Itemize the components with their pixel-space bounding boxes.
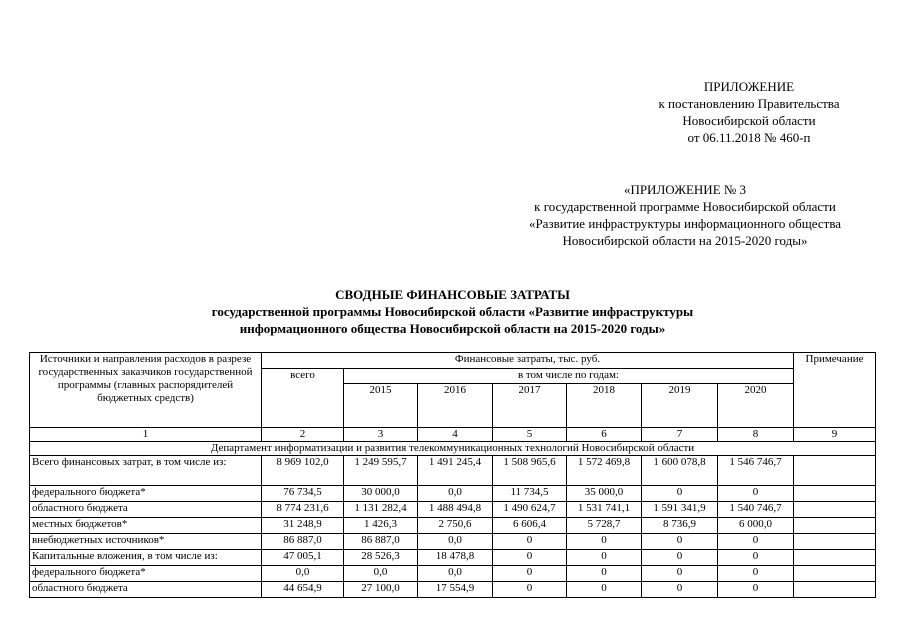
row-value: 1 591 341,9 <box>642 502 718 518</box>
row-value: 11 734,5 <box>493 486 567 502</box>
row-note <box>794 486 876 502</box>
row-value: 0 <box>567 566 642 582</box>
column-number: 7 <box>642 428 718 442</box>
row-value: 8 969 102,0 <box>262 456 344 486</box>
row-value: 6 606,4 <box>493 518 567 534</box>
row-value: 0 <box>718 486 794 502</box>
row-value: 0,0 <box>418 534 493 550</box>
row-label: Всего финансовых затрат, в том числе из: <box>30 456 262 486</box>
title-line: СВОДНЫЕ ФИНАНСОВЫЕ ЗАТРАТЫ <box>335 287 570 302</box>
table-row <box>30 582 876 598</box>
row-value: 1 531 741,1 <box>567 502 642 518</box>
row-label: внебюджетных источников* <box>30 534 262 550</box>
appendix-line: к постановлению Правительства <box>658 96 840 111</box>
appendix3-block <box>490 181 880 249</box>
table-row <box>30 518 876 534</box>
table-row <box>30 502 876 518</box>
row-value: 8 774 231,6 <box>262 502 344 518</box>
row-value: 0,0 <box>344 566 418 582</box>
row-value: 86 887,0 <box>344 534 418 550</box>
row-value: 0 <box>493 582 567 598</box>
appendix-line: Новосибирской области <box>682 113 816 128</box>
costs-header: Финансовые затраты, тыс. руб. <box>262 353 794 369</box>
financial-costs-table <box>29 352 876 598</box>
total-header: всего <box>262 369 344 428</box>
row-value: 0 <box>642 582 718 598</box>
row-value: 18 478,8 <box>418 550 493 566</box>
row-value: 1 572 469,8 <box>567 456 642 486</box>
appendix3-line: Новосибирской области на 2015-2020 годы» <box>562 233 808 248</box>
year-header: 2019 <box>642 384 718 428</box>
year-header: 2016 <box>418 384 493 428</box>
row-value: 0 <box>567 582 642 598</box>
row-value: 47 005,1 <box>262 550 344 566</box>
appendix3-line: «Развитие инфраструктуры информационного общества <box>528 216 842 231</box>
row-note <box>794 456 876 486</box>
row-value: 76 734,5 <box>262 486 344 502</box>
row-value: 1 491 245,4 <box>418 456 493 486</box>
department-row: Департамент информатизации и развития телекоммуникационных технологий Новосибирской области <box>30 442 876 456</box>
appendix3-line: к государственной программе Новосибирской области <box>534 199 836 214</box>
row-note <box>794 534 876 550</box>
row-value: 31 248,9 <box>262 518 344 534</box>
row-value: 28 526,3 <box>344 550 418 566</box>
row-value: 1 600 078,8 <box>642 456 718 486</box>
column-number: 2 <box>262 428 344 442</box>
row-value: 0 <box>718 566 794 582</box>
row-value: 17 554,9 <box>418 582 493 598</box>
table-row <box>30 456 876 486</box>
row-value: 27 100,0 <box>344 582 418 598</box>
column-number: 4 <box>418 428 493 442</box>
appendix-line: от 06.11.2018 № 460-п <box>687 130 811 145</box>
column-number: 1 <box>30 428 262 442</box>
row-value: 0,0 <box>262 566 344 582</box>
appendix-block <box>618 78 880 146</box>
row-value: 1 488 494,8 <box>418 502 493 518</box>
row-value: 2 750,6 <box>418 518 493 534</box>
row-value: 1 426,3 <box>344 518 418 534</box>
row-value: 5 728,7 <box>567 518 642 534</box>
row-value: 6 000,0 <box>718 518 794 534</box>
row-value: 0 <box>493 550 567 566</box>
row-note <box>794 518 876 534</box>
table-row <box>30 566 876 582</box>
row-value: 0 <box>642 486 718 502</box>
year-header: 2017 <box>493 384 567 428</box>
row-value: 1 540 746,7 <box>718 502 794 518</box>
row-label: областного бюджета <box>30 502 262 518</box>
row-label: федерального бюджета* <box>30 486 262 502</box>
row-value: 0 <box>493 566 567 582</box>
row-value: 0 <box>567 534 642 550</box>
row-value: 86 887,0 <box>262 534 344 550</box>
year-header: 2015 <box>344 384 418 428</box>
row-value: 0,0 <box>418 486 493 502</box>
row-value: 1 131 282,4 <box>344 502 418 518</box>
row-value: 0 <box>567 550 642 566</box>
row-note <box>794 550 876 566</box>
column-number: 6 <box>567 428 642 442</box>
row-value: 0 <box>642 534 718 550</box>
years-header: в том числе по годам: <box>344 369 794 384</box>
row-value: 1 546 746,7 <box>718 456 794 486</box>
row-note <box>794 566 876 582</box>
row-value: 1 508 965,6 <box>493 456 567 486</box>
column-number: 3 <box>344 428 418 442</box>
column-number: 8 <box>718 428 794 442</box>
row-value: 35 000,0 <box>567 486 642 502</box>
title-line: государственной программы Новосибирской области «Развитие инфраструктуры <box>211 304 694 319</box>
row-value: 0 <box>718 582 794 598</box>
row-label: местных бюджетов* <box>30 518 262 534</box>
row-label: областного бюджета <box>30 582 262 598</box>
table-row <box>30 550 876 566</box>
document-title <box>100 286 805 337</box>
row-value: 1 490 624,7 <box>493 502 567 518</box>
appendix-line: ПРИЛОЖЕНИЕ <box>703 79 795 94</box>
column-number: 9 <box>794 428 876 442</box>
row-value: 1 249 595,7 <box>344 456 418 486</box>
title-line: информационного общества Новосибирской области на 2015-2020 годы» <box>239 321 666 336</box>
row-value: 0 <box>642 550 718 566</box>
source-header: Источники и направления расходов в разрезе государственных заказчиков государственной программы (главных распорядителей бюджетных средств) <box>30 353 262 428</box>
row-value: 8 736,9 <box>642 518 718 534</box>
row-value: 0 <box>718 534 794 550</box>
year-header: 2018 <box>567 384 642 428</box>
table-row <box>30 534 876 550</box>
row-value: 44 654,9 <box>262 582 344 598</box>
table-row <box>30 486 876 502</box>
row-value: 0 <box>718 550 794 566</box>
year-header: 2020 <box>718 384 794 428</box>
row-value: 0 <box>493 534 567 550</box>
appendix3-line: «ПРИЛОЖЕНИЕ № 3 <box>623 182 747 197</box>
row-value: 30 000,0 <box>344 486 418 502</box>
row-value: 0,0 <box>418 566 493 582</box>
row-label: Капитальные вложения, в том числе из: <box>30 550 262 566</box>
row-note <box>794 582 876 598</box>
row-label: федерального бюджета* <box>30 566 262 582</box>
note-header: Примечание <box>794 353 876 428</box>
row-value: 0 <box>642 566 718 582</box>
column-number: 5 <box>493 428 567 442</box>
row-note <box>794 502 876 518</box>
